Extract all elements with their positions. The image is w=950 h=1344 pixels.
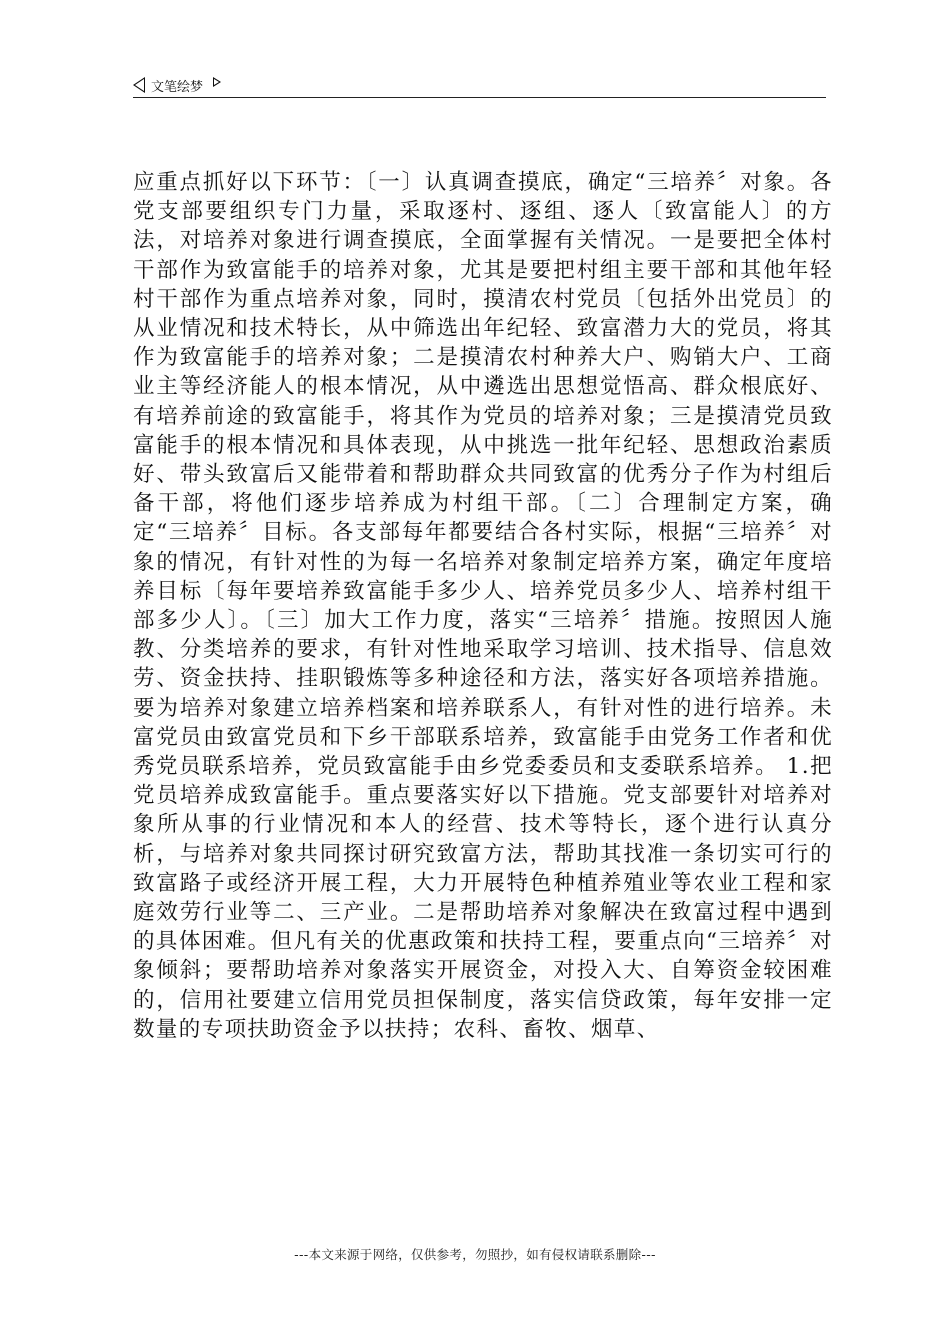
header-divider [133, 97, 826, 98]
footer-notice: ---本文来源于网络，仅供参考，勿照抄，如有侵权请联系删除--- [294, 1247, 656, 1262]
header-title: 文笔绘梦 [151, 79, 204, 95]
page-header [133, 74, 826, 96]
body-paragraph: 应重点抓好以下环节：〔一〕认真调查摸底，确定“三培养〞对象。各党支部要组织专门力量，采取逐村、逐组、逐人〔致富能人〕的方法，对培养对象进行调查摸底，全面掌握有关情况。一是要把全体村干部作为致富能手的培养对象，尤其是要把村组主要干部和其他年轻村干部作为重点培养对象，同时，摸清农村党员〔包括外出党员〕的从业情况和技术特长，从中筛选出年纪轻、致富潜力大的党员，将其作为致富能手的培养对象；二是摸清农村种养大户、购销大户、工商业主等经济能人的根本情况，从中遴选出思想觉悟高、群众根底好、有培养前途的致富能手，将其作为党员的培养对象；三是摸清党员致富能手的根本情况和具体表现，从中挑选一批年纪轻、思想政治素质好、带头致富后又能带着和帮助群众共同致富的优秀分子作为村组后备干部，将他们逐步培养成为村组干部。〔二〕合理制定方案，确定“三培养〞目标。各支部每年都要结合各村实际，根据“三培养〞对象的情况，有针对性的为每一名培养对象制定培养方案，确定年度培养目标〔每年要培养致富能手多少人、培养党员多少人、培养村组干部多少人〕。〔三〕加大工作力度，落实“三培养〞措施。按照因人施教、分类培养的要求，有针对性地采取学习培训、技术指导、信息效劳、资金扶持、挂职锻炼等多种途径和方法，落实好各项培养措施。要为培养对象建立培养档案和培养联系人，有针对性的进行培养。未富党员由致富党员和下乡干部联系培养，致富能手由党务工作者和优秀党员联系培养，党员致富能手由乡党委委员和支委联系培养。 1.把党员培养成致富能手。重点要落实好以下措施。党支部要针对培养对象所从事的行业情况和本人的经营、技术等特长，逐个进行认真分析，与培养对象共同探讨研究致富方法，帮助其找准一条切实可行的致富路子或经济开展工程，大力开展特色种植养殖业等农业工程和家庭效劳行业等二、三产业。二是帮助培养对象解决在致富过程中遇到的具体困难。但凡有关的优惠政策和扶持工程，要重点向“三培养〞对象倾斜；要帮助培养对象落实开展资金，对投入大、自筹资金较困难的，信用社要建立信用党员担保制度，落实信贷政策，每年安排一定数量的专项扶助资金予以扶持；农科、畜牧、烟草、 [133, 170, 833, 1042]
triangle-right-icon [213, 77, 221, 87]
triangle-left-icon [133, 77, 145, 93]
